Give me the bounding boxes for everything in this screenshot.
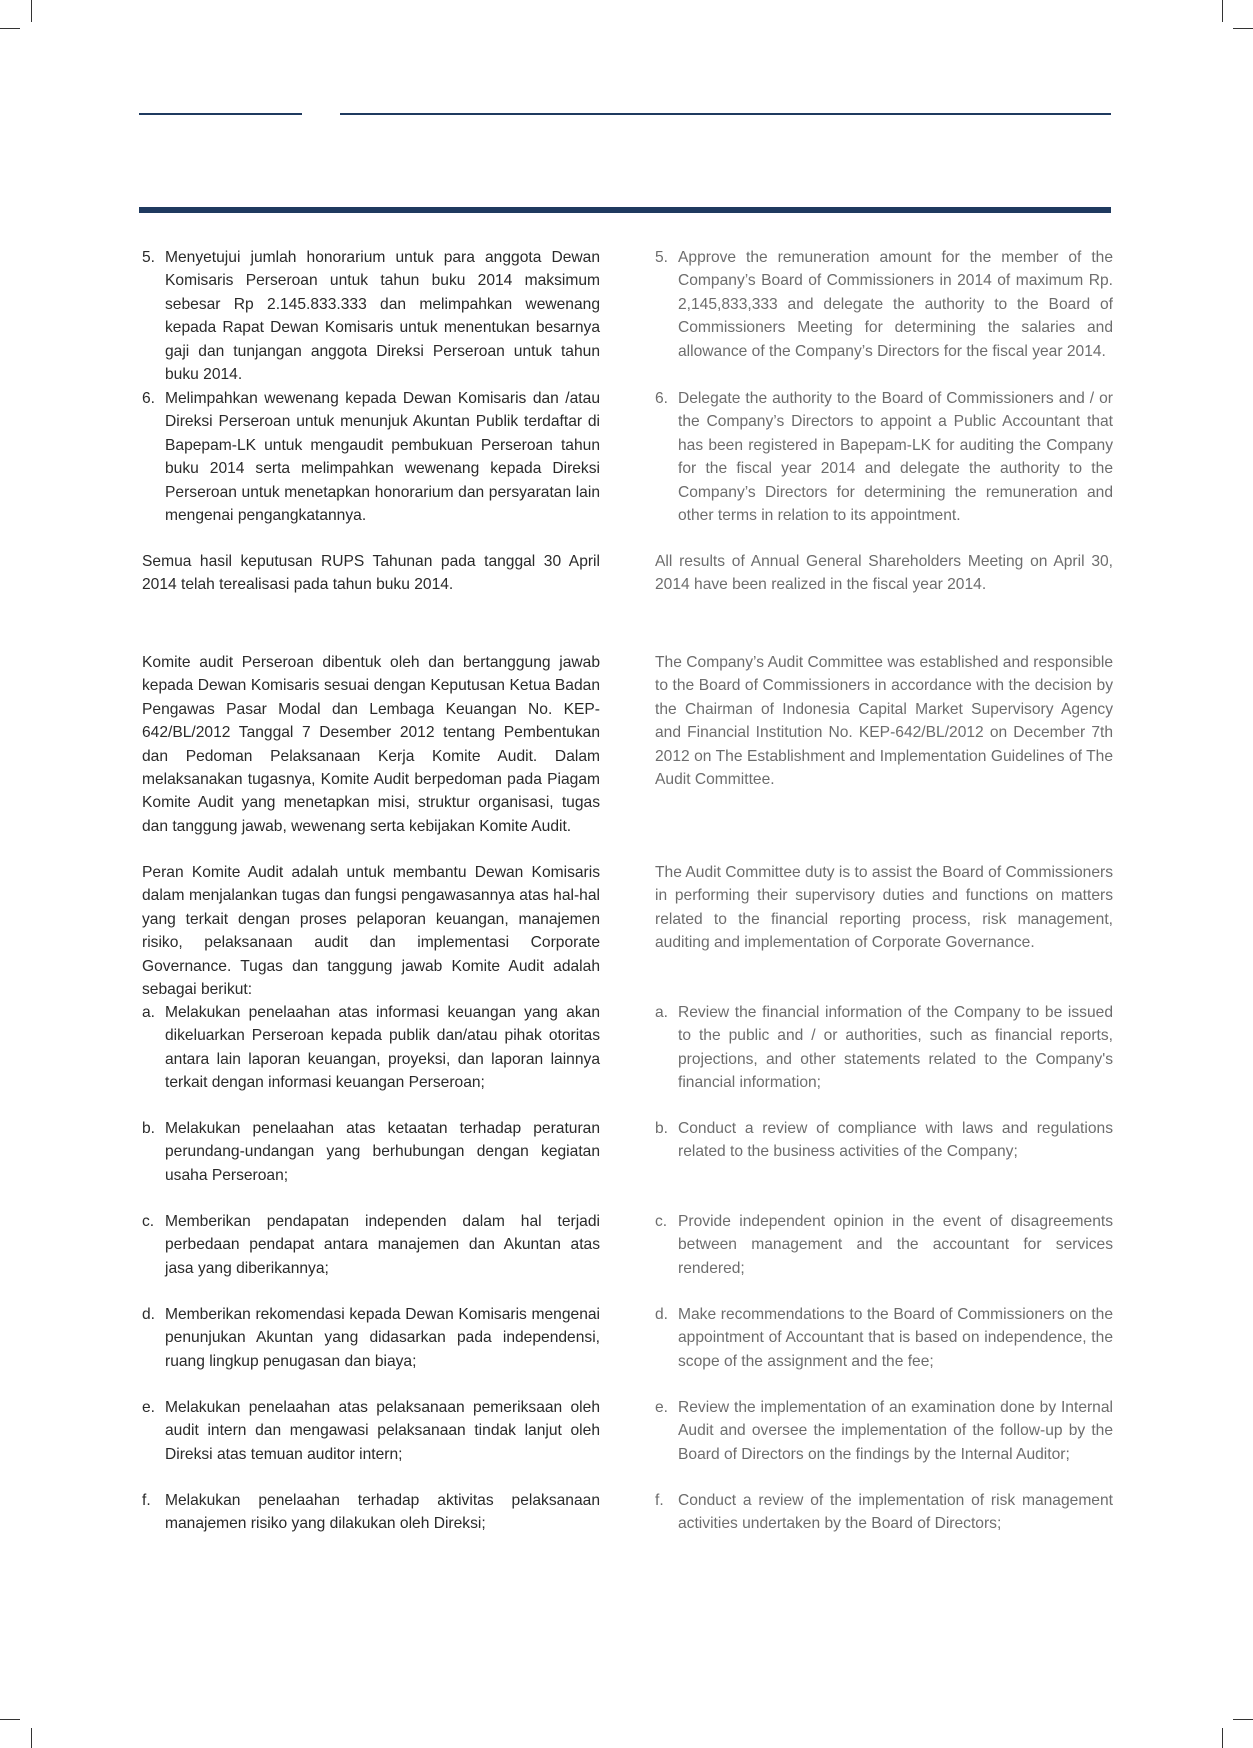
list-marker: 5. [655,249,669,266]
audit-committee-role-paragraph-id: Peran Komite Audit adalah untuk membantu Dewan Komisaris dalam menjalankan tugas dan fungsi pengawasannya atas hal-hal yang terkait dengan proses pelaporan keuangan, manajemen risiko, pelaksanaan audit dan implementasi Corporate Governance. Tugas dan tanggung jawab Komite Audit adalah sebagai berikut: [142,864,600,999]
list-item-5-en [655,246,1113,363]
list-item-c-en [655,1210,1113,1280]
list-item-b-id [142,1117,600,1187]
list-text: Make recommendations to the Board of Commissioners on the appointment of Accountant that is based on independence, the scope of the assignment and the fee; [678,1306,1113,1370]
list-text: Melakukan penelaahan atas pelaksanaan pemeriksaan oleh audit intern dan mengawasi pelaksanaan tindak lanjut oleh Direksi atas temuan auditor intern; [165,1399,600,1463]
crop-mark-bottom-right-h [1233,1719,1253,1720]
header-rule-right [340,113,1111,115]
list-text: Provide independent opinion in the event of disagreements between management and the accountant for services rendered; [678,1213,1113,1277]
list-item-c-id [142,1210,600,1280]
header-rule-left [139,113,302,115]
list-marker: f. [142,1492,151,1509]
list-marker: a. [655,1004,669,1021]
list-item-e-en [655,1396,1113,1466]
list-text: Review the financial information of the Company to be issued to the public and / or authorities, such as financial reports, projections, and other statements related to the Company's financial information; [678,1004,1113,1092]
list-text: Delegate the authority to the Board of Commissioners and / or the Company’s Directors to appoint a Public Accountant that has been registered in Bapepam-LK for auditing the Company for the fiscal year 2014 and delegate the authority to the Company’s Directors for determining the remuneration and other terms in relation to its appointment. [678,390,1113,525]
audit-committee-role-paragraph-en: The Audit Committee duty is to assist the Board of Commissioners in performing their supervisory duties and functions on matters related to the financial reporting process, risk management, auditing and implementation of Corporate Governance. [655,864,1113,952]
list-text: Melimpahkan wewenang kepada Dewan Komisaris dan /atau Direksi Perseroan untuk menunjuk Akuntan Publik terdaftar di Bapepam-LK untuk mengaudit pembukuan Perseroan tahun buku 2014 serta melimpahkan wewenang kepada Direksi Perseroan untuk menetapkan honorarium dan persyaratan lain mengenai pengangkatannya. [165,390,600,525]
list-text: Review the implementation of an examination done by Internal Audit and oversee the implementation of the follow-up by the Board of Directors on the findings by the Internal Auditor; [678,1399,1113,1463]
list-text: Melakukan penelaahan terhadap aktivitas pelaksanaan manajemen risiko yang dilakukan oleh Direksi; [165,1492,600,1533]
audit-committee-paragraph-id: Komite audit Perseroan dibentuk oleh dan bertanggung jawab kepada Dewan Komisaris sesuai dengan Keputusan Ketua Badan Pengawas Pasar Modal dan Lembaga Keuangan No. KEP-642/BL/2012 Tanggal 7 Desember 2012 tentang Pembentukan dan Pedoman Pelaksanaan Kerja Komite Audit. Dalam melaksanakan tugasnya, Komite Audit berpedoman pada Piagam Komite Audit yang menetapkan misi, struktur organisasi, tugas dan tanggung jawab, wewenang serta kebijakan Komite Audit. [142,654,600,835]
list-marker: d. [655,1306,669,1323]
list-marker: f. [655,1492,664,1509]
list-item-6-en [655,387,1113,527]
list-item-f-id [142,1489,600,1536]
list-marker: 5. [142,249,156,266]
crop-mark-top-left-h [0,28,20,29]
crop-mark-bottom-right-v [1222,1728,1223,1748]
list-text: Conduct a review of compliance with laws and regulations related to the business activities of the Company; [678,1120,1113,1161]
list-marker: 6. [142,390,156,407]
list-marker: e. [142,1399,156,1416]
list-item-b-en [655,1117,1113,1164]
list-text: Melakukan penelaahan atas informasi keuangan yang akan dikeluarkan Perseroan kepada publik dan/atau pihak otoritas antara lain laporan keuangan, proyeksi, dan laporan lainnya terkait dengan informasi keuangan Perseroan; [165,1004,600,1092]
list-marker: c. [142,1213,155,1230]
audit-committee-paragraph-en: The Company’s Audit Committee was established and responsible to the Board of Commissioners in accordance with the decision by the Chairman of Indonesia Capital Market Supervisory Agency and Financial Institution No. KEP-642/BL/2012 on December 7th 2012 on The Establishment and Implementation Guidelines of The Audit Committee. [655,654,1113,789]
list-item-a-id [142,1001,600,1095]
crop-mark-bottom-left-h [0,1719,20,1720]
list-item-6-id [142,387,600,527]
list-text: Approve the remuneration amount for the member of the Company’s Board of Commissioners in 2014 of maximum Rp. 2,145,833,333 and delegate the authority to the Board of Commissioners Meeting for determining the salaries and allowance of the Company’s Directors for the fiscal year 2014. [678,249,1113,360]
crop-mark-bottom-left-v [31,1728,32,1748]
list-marker: d. [142,1306,156,1323]
list-marker: c. [655,1213,668,1230]
list-item-a-en [655,1001,1113,1095]
list-item-e-id [142,1396,600,1466]
crop-mark-top-right-h [1233,28,1253,29]
list-item-5-id [142,246,600,386]
list-text: Melakukan penelaahan atas ketaatan terhadap peraturan perundang-undangan yang berhubungan dengan kegiatan usaha Perseroan; [165,1120,600,1184]
rups-result-paragraph-id: Semua hasil keputusan RUPS Tahunan pada tanggal 30 April 2014 telah terealisasi pada tahun buku 2014. [142,553,600,594]
list-marker: 6. [655,390,669,407]
list-marker: b. [655,1120,669,1137]
section-divider [139,207,1111,213]
list-item-d-en [655,1303,1113,1373]
crop-mark-top-right-v [1222,0,1223,22]
list-text: Menyetujui jumlah honorarium untuk para anggota Dewan Komisaris Perseroan untuk tahun buku 2014 maksimum sebesar Rp 2.145.833.333 dan melimpahkan wewenang kepada Rapat Dewan Komisaris untuk menentukan besarnya gaji dan tunjangan anggota Direksi Perseroan untuk tahun buku 2014. [165,249,600,384]
rups-result-paragraph-en: All results of Annual General Shareholders Meeting on April 30, 2014 have been realized in the fiscal year 2014. [655,553,1113,594]
crop-mark-top-left-v [31,0,32,22]
list-marker: e. [655,1399,669,1416]
list-item-d-id [142,1303,600,1373]
list-marker: b. [142,1120,156,1137]
list-text: Memberikan rekomendasi kepada Dewan Komisaris mengenai penunjukan Akuntan yang didasarkan pada independensi, ruang lingkup penugasan dan biaya; [165,1306,600,1370]
list-text: Memberikan pendapatan independen dalam hal terjadi perbedaan pendapat antara manajemen dan Akuntan atas jasa yang diberikannya; [165,1213,600,1277]
list-marker: a. [142,1004,156,1021]
list-item-f-en [655,1489,1113,1536]
list-text: Conduct a review of the implementation of risk management activities undertaken by the Board of Directors; [678,1492,1113,1533]
